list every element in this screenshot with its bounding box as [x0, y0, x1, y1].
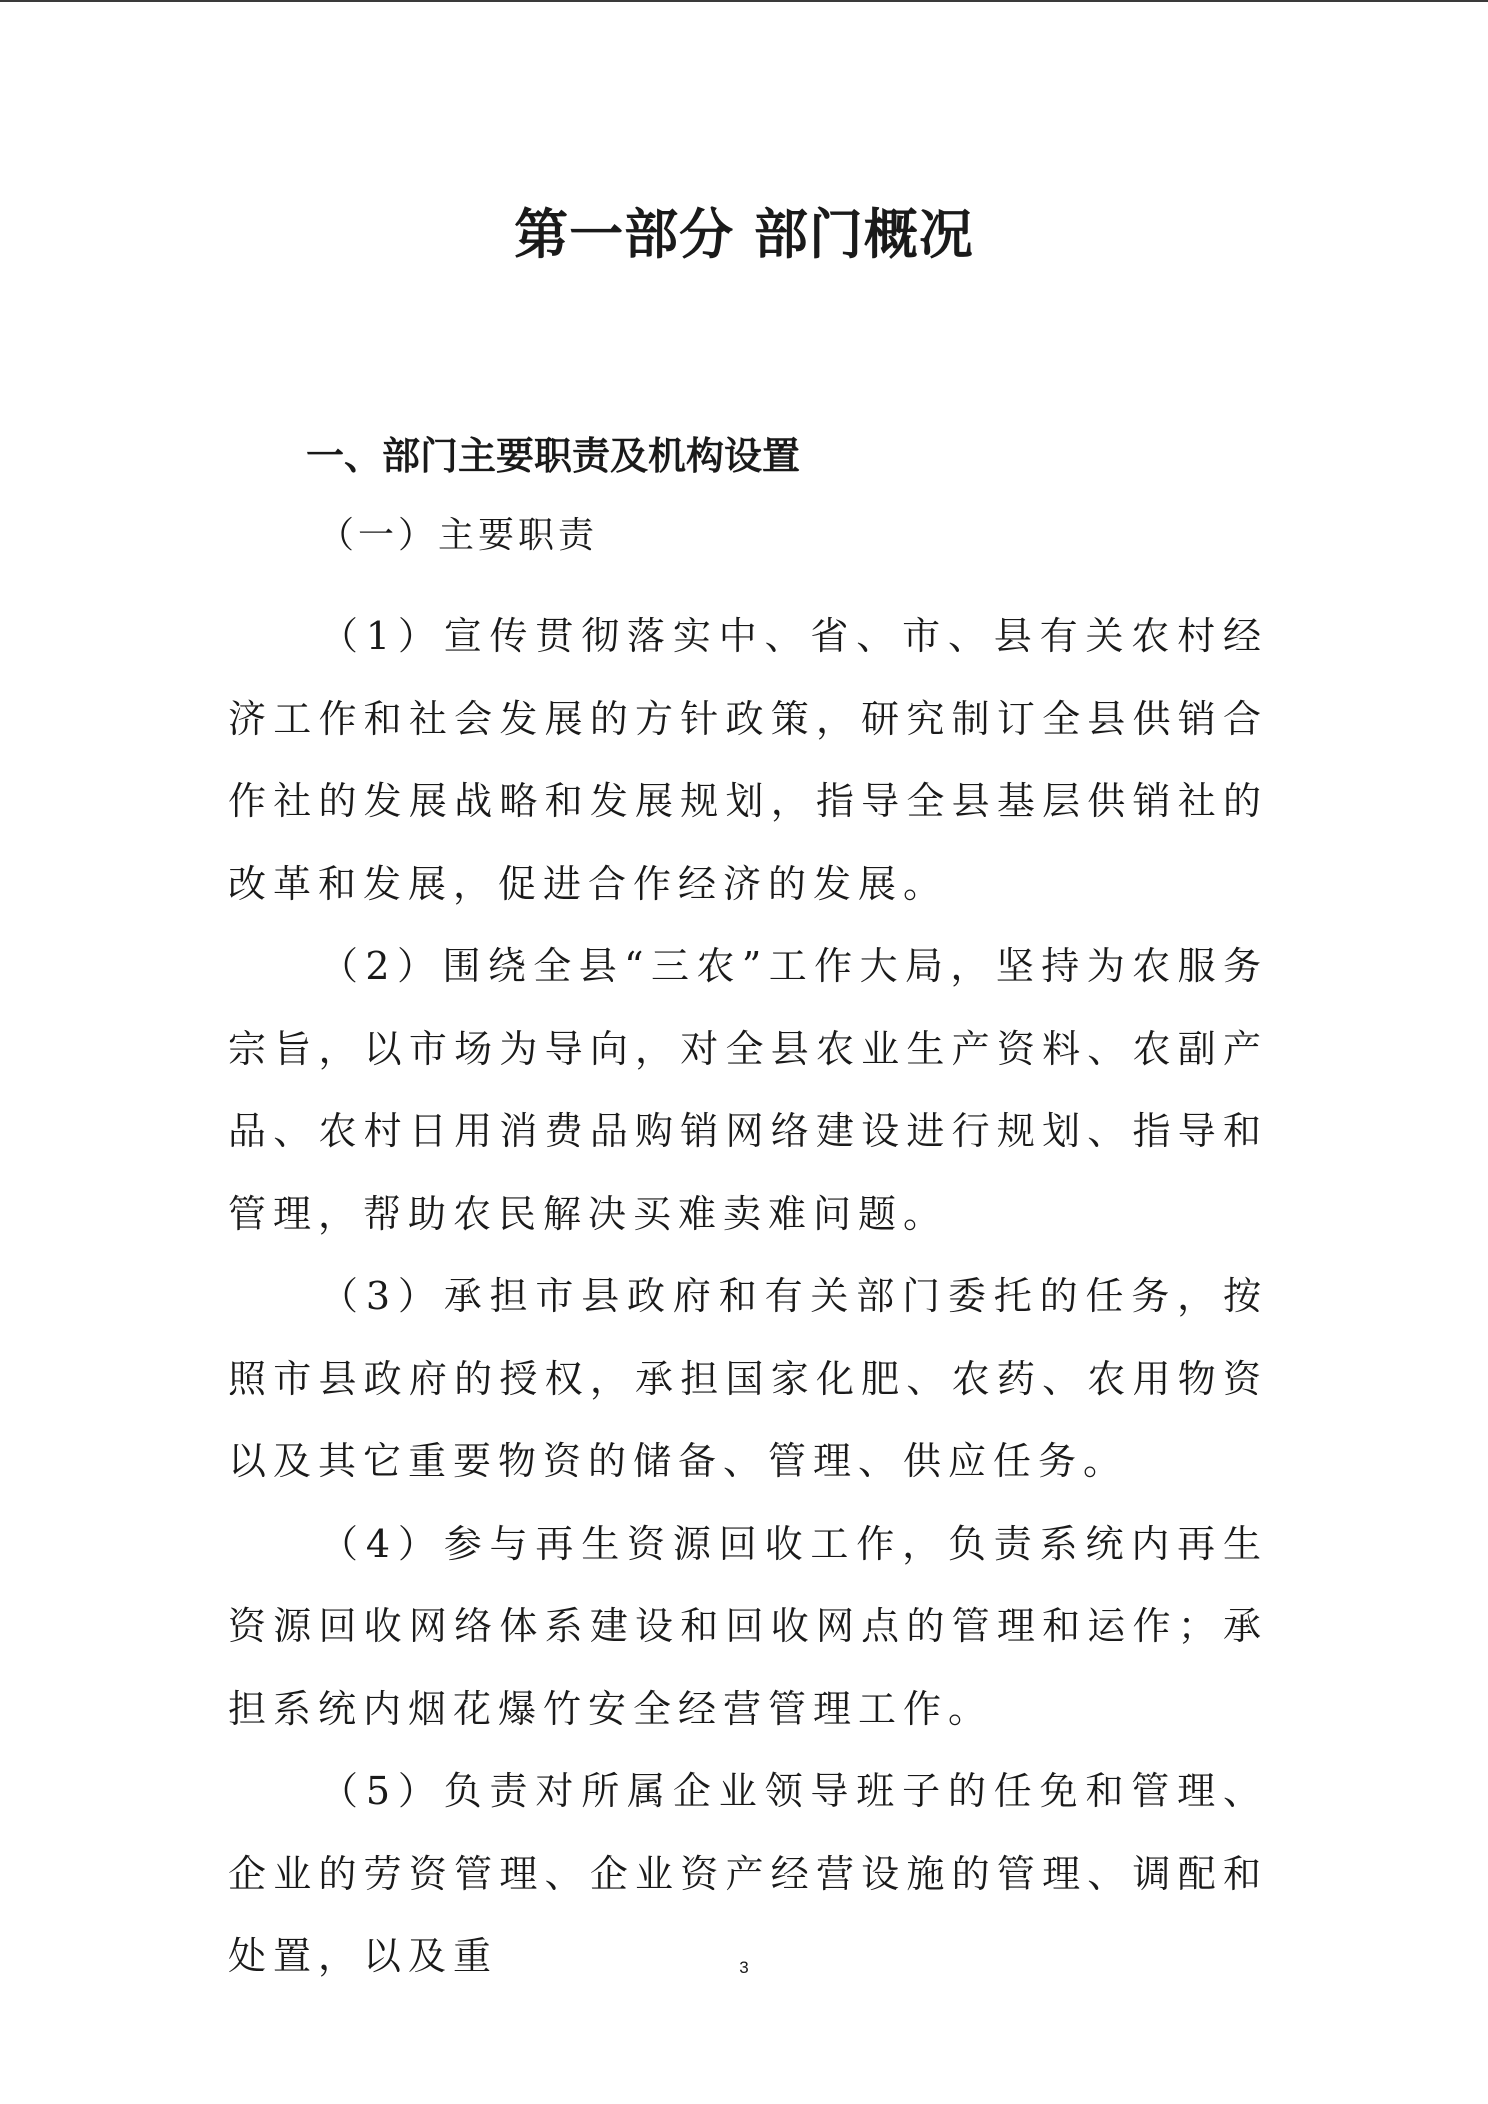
paragraph-duty-2: （2）围绕全县“三农”工作大局，坚持为农服务宗旨，以市场为导向，对全县农业生产资料、农副产品、农村日用消费品购销网络建设进行规划、指导和管理，帮助农民解决买难卖难问题。 — [228, 944, 1268, 1236]
paragraph-duty-3: （3）承担市县政府和有关部门委托的任务，按照市县政府的授权，承担国家化肥、农药、农用物资以及其它重要物资的储备、管理、供应任务。 — [228, 1274, 1268, 1483]
page-title: 第一部分 部门概况 — [514, 203, 974, 266]
paragraph-duty-5: （5）负责对所属企业领导班子的任免和管理、企业的劳资管理、企业资产经营设施的管理、调配和处置，以及重 — [228, 1769, 1268, 1978]
page-number: 3 — [739, 1958, 749, 1977]
sub-heading: （一）主要职责 — [318, 515, 599, 556]
paragraph-duty-4: （4）参与再生资源回收工作，负责系统内再生资源回收网络体系建设和回收网点的管理和运作；承担系统内烟花爆竹安全经营管理工作。 — [228, 1521, 1268, 1731]
paragraph-duty-1: （1）宣传贯彻落实中、省、市、县有关农村经济工作和社会发展的方针政策，研究制订全县供销合作社的发展战略和发展规划，指导全县基层供销社的改革和发展，促进合作经济的发展。 — [228, 614, 1268, 906]
section-heading: 一、部门主要职责及机构设置 — [306, 434, 801, 478]
top-border-line — [0, 0, 1488, 2]
body-text — [228, 595, 1268, 1998]
